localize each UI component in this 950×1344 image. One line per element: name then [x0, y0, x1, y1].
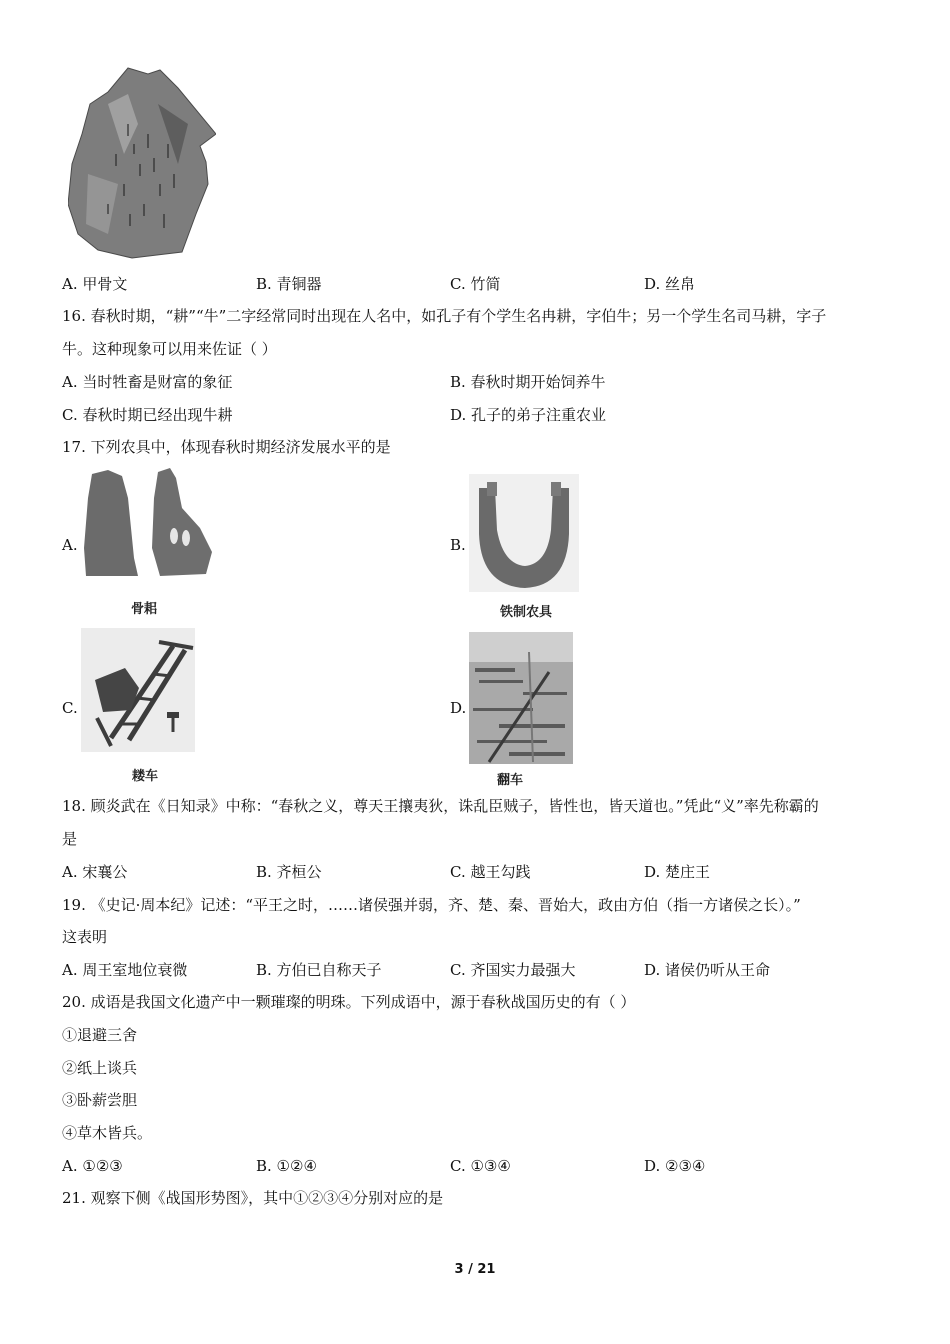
q16-stem-line1: 16. 春秋时期，“耕”“牛”二字经常同时出现在人名中，如孔子有个学生名冉耕，字伯牛；另一个学生名司马耕，字子: [62, 307, 827, 325]
q18-stem-line1: 18. 顾炎武在《日知录》中称：“春秋之义，尊天王攘夷狄，诛乱臣贼子，皆性也，皆天道也。”凭此“义”率先称霸的: [62, 797, 819, 815]
q16-option-a[interactable]: A. 当时牲畜是财富的象征: [62, 373, 233, 391]
q19-option-d[interactable]: D. 诸侯仍听从王命: [644, 961, 771, 979]
q20-item-1: ①退避三舍: [62, 1026, 138, 1044]
q20-item-4: ④草木皆兵。: [62, 1124, 153, 1142]
q17-option-b-letter[interactable]: B.: [450, 536, 466, 554]
q15-option-a[interactable]: A. 甲骨文: [62, 275, 128, 293]
q16-option-d[interactable]: D. 孔子的弟子注重农业: [450, 406, 607, 424]
q17-option-a-caption: 骨耜: [131, 602, 158, 617]
q20-option-c[interactable]: C. ①③④: [450, 1157, 511, 1175]
q19-option-c[interactable]: C. 齐国实力最强大: [450, 961, 576, 979]
q17-option-c-letter[interactable]: C.: [62, 699, 78, 717]
q20-option-a[interactable]: A. ①②③: [62, 1157, 123, 1175]
q18-option-b[interactable]: B. 齐桓公: [256, 863, 322, 881]
q16-stem-line2: 牛。这种现象可以用来佐证（ ）: [62, 340, 277, 358]
bone-spade-image: [78, 468, 218, 580]
q18-option-d[interactable]: D. 楚庄王: [644, 863, 711, 881]
q20-option-d[interactable]: D. ②③④: [644, 1157, 706, 1175]
water-wheel-image: [469, 632, 573, 764]
page-number: 3 / 21: [454, 1262, 496, 1277]
q21-stem: 21. 观察下侧《战国形势图》，其中①②③④分别对应的是: [62, 1189, 444, 1207]
q17-option-b-caption: 铁制农具: [500, 605, 553, 620]
q17-stem: 17. 下列农具中，体现春秋时期经济发展水平的是: [62, 438, 391, 456]
iron-tool-image: [469, 474, 579, 592]
q15-option-b[interactable]: B. 青铜器: [256, 275, 322, 293]
q17-option-d-caption: 翻车: [497, 773, 524, 788]
q20-stem: 20. 成语是我国文化遗产中一颗璀璨的明珠。下列成语中，源于春秋战国历史的有（ ）: [62, 993, 636, 1011]
q19-option-a[interactable]: A. 周王室地位衰微: [62, 961, 188, 979]
q20-item-3: ③卧薪尝胆: [62, 1091, 138, 1109]
seed-drill-image: [81, 628, 195, 752]
q16-option-c[interactable]: C. 春秋时期已经出现牛耕: [62, 406, 233, 424]
q16-option-b[interactable]: B. 春秋时期开始饲养牛: [450, 373, 606, 391]
q19-option-b[interactable]: B. 方伯已自称天子: [256, 961, 382, 979]
q18-option-c[interactable]: C. 越王勾践: [450, 863, 531, 881]
q20-item-2: ②纸上谈兵: [62, 1059, 138, 1077]
q20-option-b[interactable]: B. ①②④: [256, 1157, 317, 1175]
q17-option-c-caption: 耧车: [132, 769, 159, 784]
q19-stem-line2: 这表明: [62, 928, 108, 946]
q18-stem-line2: 是: [62, 830, 78, 848]
q15-option-c[interactable]: C. 竹简: [450, 275, 501, 293]
q18-option-a[interactable]: A. 宋襄公: [62, 863, 128, 881]
q17-option-d-letter[interactable]: D.: [450, 699, 467, 717]
q19-stem-line1: 19. 《史记·周本纪》记述：“平王之时，……诸侯强并弱，齐、楚、秦、晋始大，政由方伯（指一方诸侯之长）。”: [62, 896, 801, 914]
q15-option-d[interactable]: D. 丝帛: [644, 275, 696, 293]
oracle-bone-image: [68, 64, 216, 260]
q17-option-a-letter[interactable]: A.: [62, 536, 78, 554]
